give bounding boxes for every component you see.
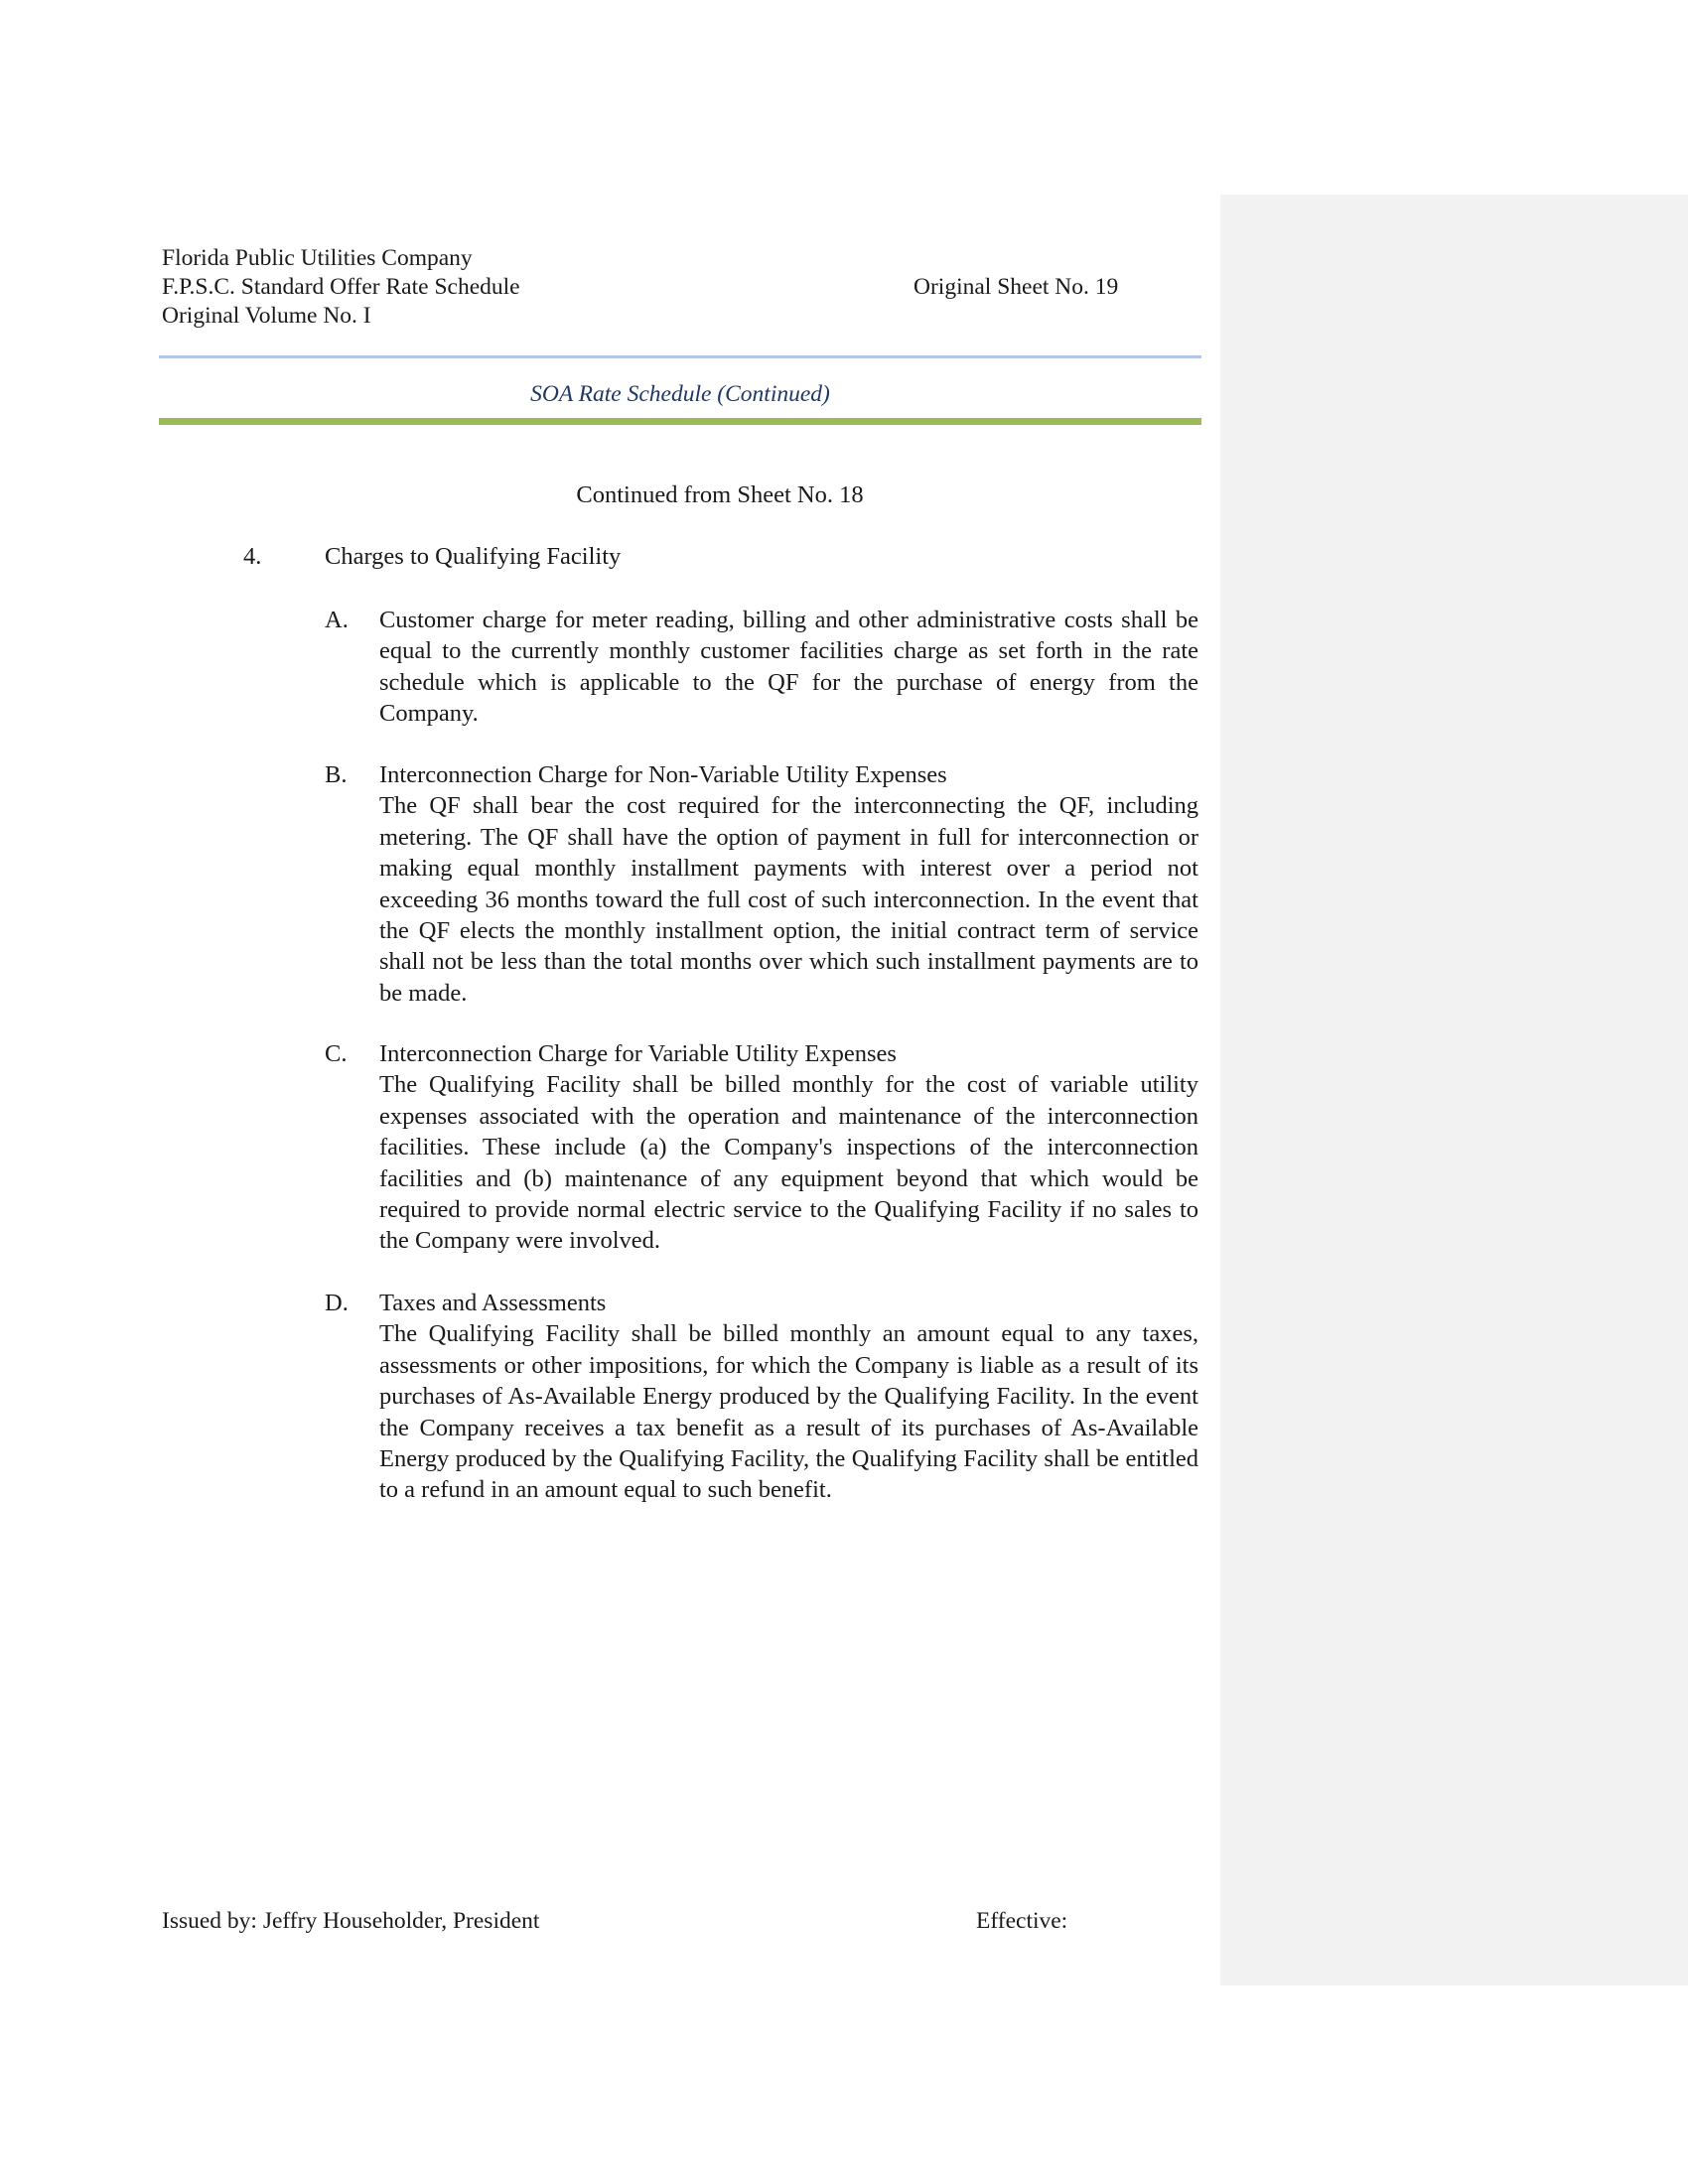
section-title: Charges to Qualifying Facility bbox=[325, 543, 622, 570]
continued-from-note: Continued from Sheet No. 18 bbox=[576, 481, 864, 508]
item-text: The QF shall bear the cost required for the interconnecting the QF, including metering. The QF shall have the option of payment in full for interconnection or making equal monthly installment payments with interest over a period not exceeding 36 months toward the full cost of such interconnection. In the event that the QF elects the monthly installment option, the initial contract term of service shall not be less than the total months over which such installment payments are to be made. bbox=[379, 792, 1198, 1007]
item-text: The Qualifying Facility shall be billed monthly an amount equal to any taxes, assessments or other impositions, for which the Company is liable as a result of its purchases of As-Available Energy produced by the Qualifying Facility. In the event the Company receives a tax benefit as a result of its purchases of As-Available Energy produced by the Qualifying Facility, the Qualifying Facility shall be entitled to a refund in an amount equal to such benefit. bbox=[379, 1320, 1198, 1504]
volume-number: Original Volume No. I bbox=[162, 303, 371, 329]
item-text: Customer charge for meter reading, billing and other administrative costs shall be equal to the currently monthly customer facilities charge as set forth in the rate schedule which is applicable to the QF for the purchase of energy from the Company. bbox=[379, 607, 1198, 728]
comment-margin-panel bbox=[1220, 195, 1688, 1985]
item-heading: Interconnection Charge for Non-Variable Utility Expenses bbox=[379, 761, 947, 788]
item-letter: D. bbox=[325, 1290, 349, 1316]
company-name: Florida Public Utilities Company bbox=[162, 245, 473, 271]
item-heading: Interconnection Charge for Variable Utility Expenses bbox=[379, 1040, 897, 1067]
section-number: 4. bbox=[243, 543, 262, 570]
item-letter: A. bbox=[325, 607, 349, 633]
title-divider bbox=[159, 418, 1201, 425]
item-body bbox=[379, 1038, 1198, 1257]
item-heading: Taxes and Assessments bbox=[379, 1290, 607, 1316]
schedule-title: SOA Rate Schedule (Continued) bbox=[530, 381, 830, 407]
header-divider bbox=[159, 355, 1201, 358]
item-body bbox=[379, 759, 1198, 1009]
item-body bbox=[379, 1288, 1198, 1506]
item-letter: B. bbox=[325, 761, 348, 788]
item-body bbox=[379, 605, 1198, 730]
issued-by: Issued by: Jeffry Householder, President bbox=[162, 1908, 540, 1934]
document-header bbox=[162, 244, 520, 331]
effective-date-label: Effective: bbox=[976, 1908, 1068, 1934]
sheet-number: Original Sheet No. 19 bbox=[914, 274, 1119, 300]
rate-schedule-name: F.P.S.C. Standard Offer Rate Schedule bbox=[162, 274, 520, 300]
item-letter: C. bbox=[325, 1040, 348, 1067]
item-text: The Qualifying Facility shall be billed monthly for the cost of variable utility expenses associated with the operation and maintenance of the interconnection facilities. These include (a) the Company's inspections of the interconnection facilities and (b) maintenance of any equipment beyond that which would be required to provide normal electric service to the Qualifying Facility if no sales to the Company were involved. bbox=[379, 1071, 1198, 1255]
